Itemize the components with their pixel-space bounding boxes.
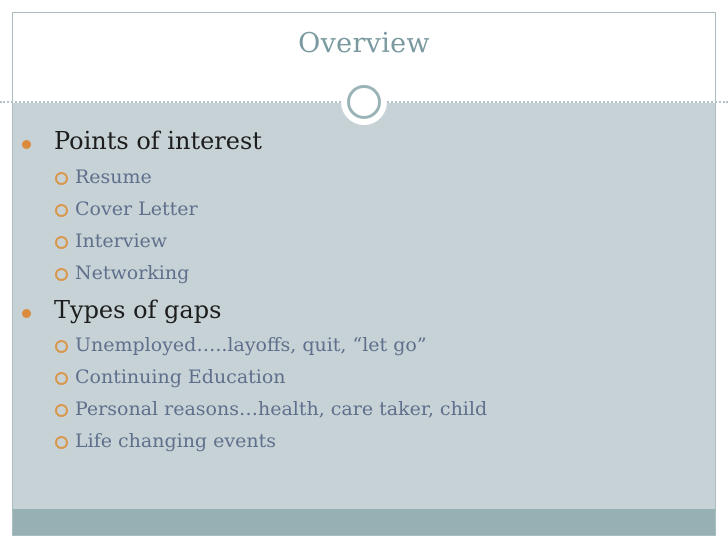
hollow-circle-bullet-icon [55,268,68,281]
list-item-text: Cover Letter [75,198,198,220]
list-item-text: Resume [75,166,152,188]
list-item-text: Personal reasons…health, care taker, child [75,398,488,420]
slide-title: Overview [298,28,430,59]
list-item-text: Unemployed…..layoffs, quit, “let go” [75,334,427,356]
filled-circle-bullet-icon [22,309,31,318]
hollow-circle-bullet-icon [55,204,68,217]
list-item-text: Continuing Education [75,366,286,388]
hollow-circle-bullet-icon [55,404,68,417]
section-heading-text: Types of gaps [54,296,222,324]
list-item-text: Interview [75,230,168,252]
filled-circle-bullet-icon [22,140,31,149]
hollow-circle-bullet-icon [55,340,68,353]
list-item-text: Networking [75,262,190,284]
hollow-circle-bullet-icon [55,172,68,185]
ring-ornament-inner [347,85,381,119]
hollow-circle-bullet-icon [55,372,68,385]
hollow-circle-bullet-icon [55,436,68,449]
section-heading-text: Points of interest [54,127,262,155]
list-item-text: Life changing events [75,430,276,452]
footer-bar [13,509,715,535]
hollow-circle-bullet-icon [55,236,68,249]
